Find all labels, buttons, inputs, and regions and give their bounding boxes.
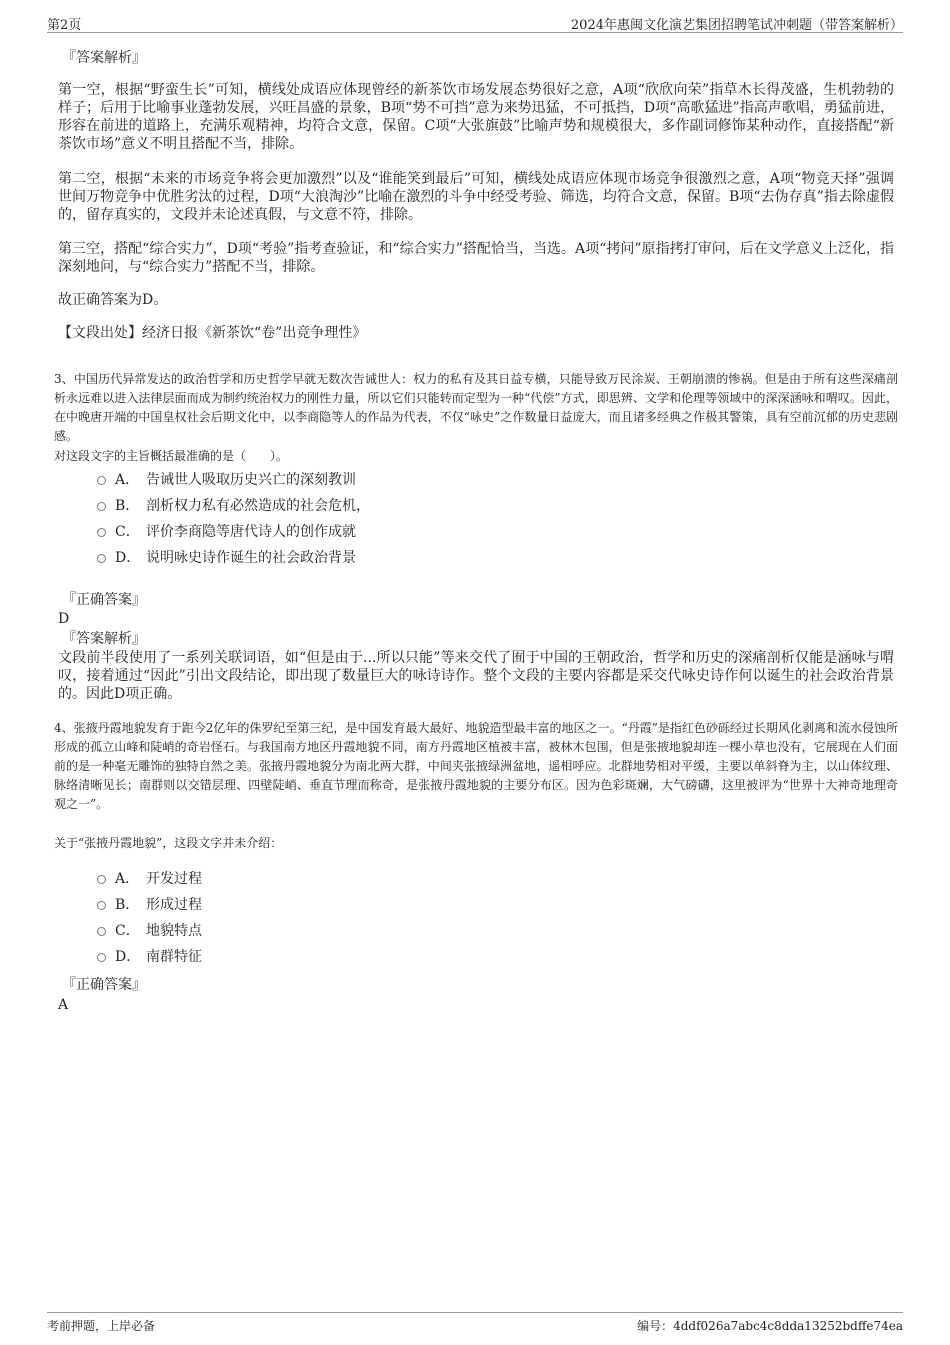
q4-option-d[interactable] xyxy=(97,948,202,966)
option-letter: C． xyxy=(115,524,140,540)
option-letter: A． xyxy=(115,472,140,488)
option-text: 南群特征 xyxy=(146,949,202,965)
q4-prompt: 关于“张掖丹霞地貌”，这段文字并未介绍： xyxy=(54,836,283,850)
page-header xyxy=(47,12,903,33)
radio-icon[interactable] xyxy=(97,953,106,962)
option-letter: B． xyxy=(115,897,140,913)
option-letter: D． xyxy=(115,949,141,965)
q2-analysis-para-1: 第一空，根据“野蛮生长”可知，横线处成语应体现曾经的新茶饮市场发展态势很好之意，A项“欣欣向荣”指草木长得茂盛，生机勃勃的样子；后用于比喻事业蓬勃发展，兴旺昌盛的景象，B项“势不可挡”意为来势迅猛，不可抵挡，D项“高歌猛进”指高声歌唱，勇猛前进，形容在前进的道路上，充满乐观精神，均符合文意，保留。C项“大张旗鼓”比喻声势和规模很大，多作副词修饰某种动作，直接搭配“新茶饮市场”意义不明且搭配不当，排除。 xyxy=(58,82,894,152)
q3-stem: 3、中国历代异常发达的政治哲学和历史哲学早就无数次告诫世人：权力的私有及其日益专横，只能导致万民涂炭、王朝崩溃的惨祸。但是由于所有这些深痛剖析永远难以进入法律层面而成为制约统治权力的刚性力量，所以它们只能转而定型为一种“代偿”方式，即思辨、文学和伦理等领域中的深深涵咏和喟叹。因此，在中晚唐开端的中国皇权社会后期文化中，以李商隐等人的作品为代表，不仅“咏史”之作数量日益庞大，而且诸多经典之作极其警策，具有空前沉郁的历史悲剧感。 xyxy=(54,372,898,443)
q2-analysis-para-2: 第二空，根据“未来的市场竞争将会更加激烈”以及“谁能笑到最后”可知，横线处成语应体现市场竞争很激烈之意，A项“物竞天择”强调世间万物竞争中优胜劣汰的过程，D项“大浪淘沙”比喻在激烈的斗争中经受考验、筛选，均符合文意，保留。B项“去伪存真”指去除虚假的，留存真实的，文段并未论述真假，与文意不符，排除。 xyxy=(58,171,894,223)
q3-prompt: 对这段文字的主旨概括最准确的是（ ）。 xyxy=(54,449,289,463)
radio-icon[interactable] xyxy=(97,927,106,936)
option-text: 说明咏史诗作诞生的社会政治背景 xyxy=(146,550,356,566)
q4-option-c[interactable] xyxy=(97,922,202,940)
option-text: 评价李商隐等唐代诗人的创作成就 xyxy=(146,524,356,540)
q2-analysis-label: 『答案解析』 xyxy=(62,50,146,66)
q4-answer: A xyxy=(58,997,69,1013)
q4-answer-label: 『正确答案』 xyxy=(62,977,146,993)
radio-icon[interactable] xyxy=(97,476,106,485)
q2-source: 【文段出处】经济日报《新茶饮“卷”出竞争理性》 xyxy=(58,325,367,341)
radio-icon[interactable] xyxy=(97,502,106,511)
q3-answer-label: 『正确答案』 xyxy=(62,592,146,608)
page-footer xyxy=(47,1312,903,1333)
q4-option-a[interactable] xyxy=(97,870,202,888)
q3-option-b[interactable] xyxy=(97,497,370,515)
option-letter: D． xyxy=(115,550,141,566)
q3-analysis: 文段前半段使用了一系列关联词语，如“但是由于...所以只能”等来交代了囿于中国的王朝政治，哲学和历史的深痛剖析仅能是涵咏与喟叹，接着通过“因此”引出文段结论，即出现了数量巨大的咏诗诗作。整个文段的主要内容都是采交代咏史诗作何以诞生的社会政治背景的。因此D项正确。 xyxy=(58,650,894,702)
q2-analysis-para-3: 第三空，搭配“综合实力”，D项“考验”指考查验证，和“综合实力”搭配恰当，当选。A项“拷问”原指拷打审问，后在文学意义上泛化，指深刻地问，与“综合实力”搭配不当，排除。 xyxy=(58,241,894,275)
radio-icon[interactable] xyxy=(97,528,106,537)
q4-option-b[interactable] xyxy=(97,896,202,914)
q3-analysis-label: 『答案解析』 xyxy=(62,631,146,647)
option-text: 剖析权力私有必然造成的社会危机， xyxy=(146,498,370,514)
option-text: 告诫世人吸取历史兴亡的深刻教训 xyxy=(146,472,356,488)
q3-option-a[interactable] xyxy=(97,471,356,489)
q2-conclusion: 故正确答案为D。 xyxy=(58,292,168,308)
q3-option-d[interactable] xyxy=(97,549,356,567)
footer-slogan: 考前押题，上岸必备 xyxy=(47,1319,156,1333)
option-letter: B． xyxy=(115,498,140,514)
radio-icon[interactable] xyxy=(97,901,106,910)
option-text: 形成过程 xyxy=(146,897,202,913)
radio-icon[interactable] xyxy=(97,875,106,884)
q4-stem: 4、张掖丹霞地貌发育于距今2亿年的侏罗纪至第三纪，是中国发育最大最好、地貌造型最丰富的地区之一。“丹霞”是指红色砂砾经过长期风化剥离和流水侵蚀所形成的孤立山峰和陡峭的奇岩怪石。与我国南方地区丹霞地貌不同，南方丹霞地区植被丰富，被林木包围，但是张掖地貌却连一棵小草也没有，它展现在人们面前的是一种毫无雕饰的独特自然之美。张掖丹霞地貌分为南北两大群，中间夹张掖绿洲盆地，遥相呼应。北群地势相对平缓，主要以单斜脊为主，以山体纹理、脉络清晰见长；南群则以交错层理、四壁陡峭、垂直节理而称奇，是张掖丹霞地貌的主要分布区。因为色彩斑斓，大气磅礴，这里被评为“世界十大神奇地理奇观之一”。 xyxy=(54,721,898,811)
q3-option-c[interactable] xyxy=(97,523,356,541)
option-text: 开发过程 xyxy=(146,871,202,887)
document-id: 编号：4ddf026a7abc4c8dda13252bdffe74ea xyxy=(637,1319,903,1333)
option-letter: C． xyxy=(115,923,140,939)
option-letter: A． xyxy=(115,871,140,887)
q3-answer: D xyxy=(58,611,70,627)
document-title: 2024年惠闽文化演艺集团招聘笔试冲刺题（带答案解析） xyxy=(570,18,903,33)
page-number: 第2页 xyxy=(47,18,82,33)
radio-icon[interactable] xyxy=(97,554,106,563)
option-text: 地貌特点 xyxy=(146,923,202,939)
